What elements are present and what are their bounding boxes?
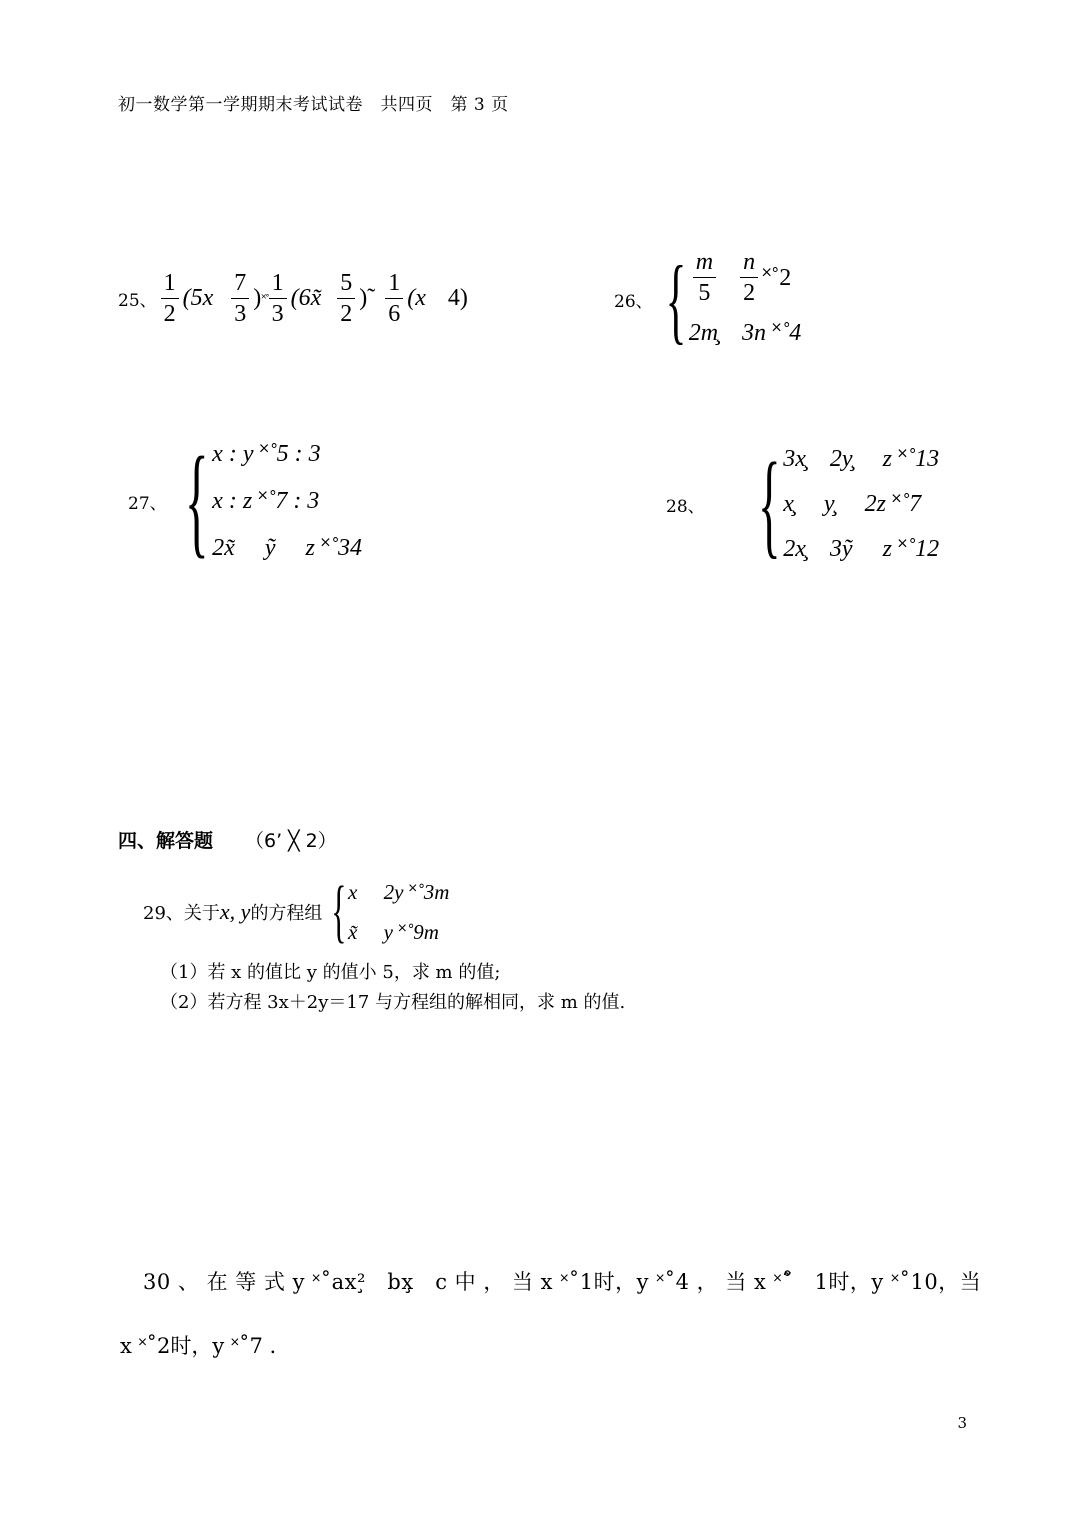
fraction: $\frac{1}{2}$ [161, 268, 179, 329]
page-header: 初一数学第一学期期末考试试卷 共四页 第 3 页 [118, 95, 509, 115]
left-brace: { [184, 432, 209, 569]
fraction: $\frac{1}{6}$ [385, 268, 403, 329]
system-row [689, 247, 802, 308]
section-title [118, 826, 337, 853]
variables: x, y [219, 899, 251, 924]
expr: ˟˚2 [762, 264, 792, 291]
question-30-line-1: 30 、 在 等 式 y ˟˚ax²̧ bx̧ c 中 ， 当 x ˟˚1时，y ˟˚4 ， 当 x ˟˚̃ 1时，y ˟˚10，当 [143, 1270, 982, 1294]
equation-25 [157, 268, 468, 329]
section-score: （6’ ╳ 2） [245, 830, 337, 852]
expr: (x [407, 285, 426, 311]
system-row: 2m̧ 3n ˟˚4 [688, 320, 802, 346]
question-25 [118, 268, 468, 329]
expr: 4) [447, 285, 468, 311]
question-number: 28、 [666, 496, 705, 517]
question-28 [666, 436, 939, 572]
question-26 [614, 244, 801, 355]
question-number: 27、 [128, 493, 167, 514]
system-rows [783, 436, 939, 572]
sub-question-1: （1）若 x 的值比 y 的值小 5，求 m 的值; [160, 962, 501, 983]
sub-question-2: （2）若方程 3x＋2y＝17 与方程组的解相同，求 m 的值. [160, 992, 626, 1013]
system-rows [689, 244, 802, 355]
fraction: $\frac{5}{2}$ [337, 268, 355, 329]
question-text: 的方程组 [250, 903, 323, 924]
system-row: x : y ˟˚5 : 3 [212, 440, 321, 467]
expr: )̃ [359, 285, 368, 311]
system-row: x : z ˟˚7 : 3 [212, 487, 320, 514]
system-row: x 2y ˟˚3m [348, 880, 450, 904]
question-number: 25、 [118, 291, 157, 311]
equals-glyph: ˟˚ [261, 290, 269, 306]
system-row: 2x̃ ỹ z ˟˚34 [212, 535, 362, 562]
left-brace: { [757, 438, 781, 569]
fraction: $\frac{m}{5}$ [693, 247, 716, 308]
question-27 [128, 430, 362, 572]
question-number: 26、 [614, 292, 653, 312]
question-number: 29、关于 [143, 903, 220, 924]
fraction: $\frac{7}{3}$ [231, 268, 249, 329]
equation-system-27 [167, 430, 362, 572]
expr: (6x̃ [290, 285, 322, 311]
equation-system-26 [653, 244, 802, 355]
equation-system-29 [322, 872, 449, 952]
system-row: x̧ y̧ 2z ˟˚7 [783, 490, 922, 517]
left-brace: { [331, 873, 347, 950]
question-29 [143, 872, 449, 952]
system-row: x̃ y ˟˚9m [348, 920, 439, 944]
system-row: 3x̧ 2y̧ z ˟˚13 [783, 445, 940, 472]
fraction: $\frac{n}{2}$ [740, 247, 758, 308]
section-title-text: 四、解答题 [118, 830, 214, 852]
expr: ) [253, 285, 262, 311]
equation-system-28 [741, 436, 939, 572]
system-rows [348, 872, 449, 952]
page-number: 3 [957, 1414, 967, 1432]
fraction: $\frac{1}{3}$ [269, 268, 287, 329]
expr: (5x [182, 285, 214, 311]
system-row: 2x̧ 3ỹ z ˟˚12 [783, 536, 940, 563]
question-30-line-2: x ˟˚2时，y ˟˚7 . [120, 1334, 277, 1358]
system-rows [212, 430, 362, 572]
left-brace: { [665, 246, 687, 353]
